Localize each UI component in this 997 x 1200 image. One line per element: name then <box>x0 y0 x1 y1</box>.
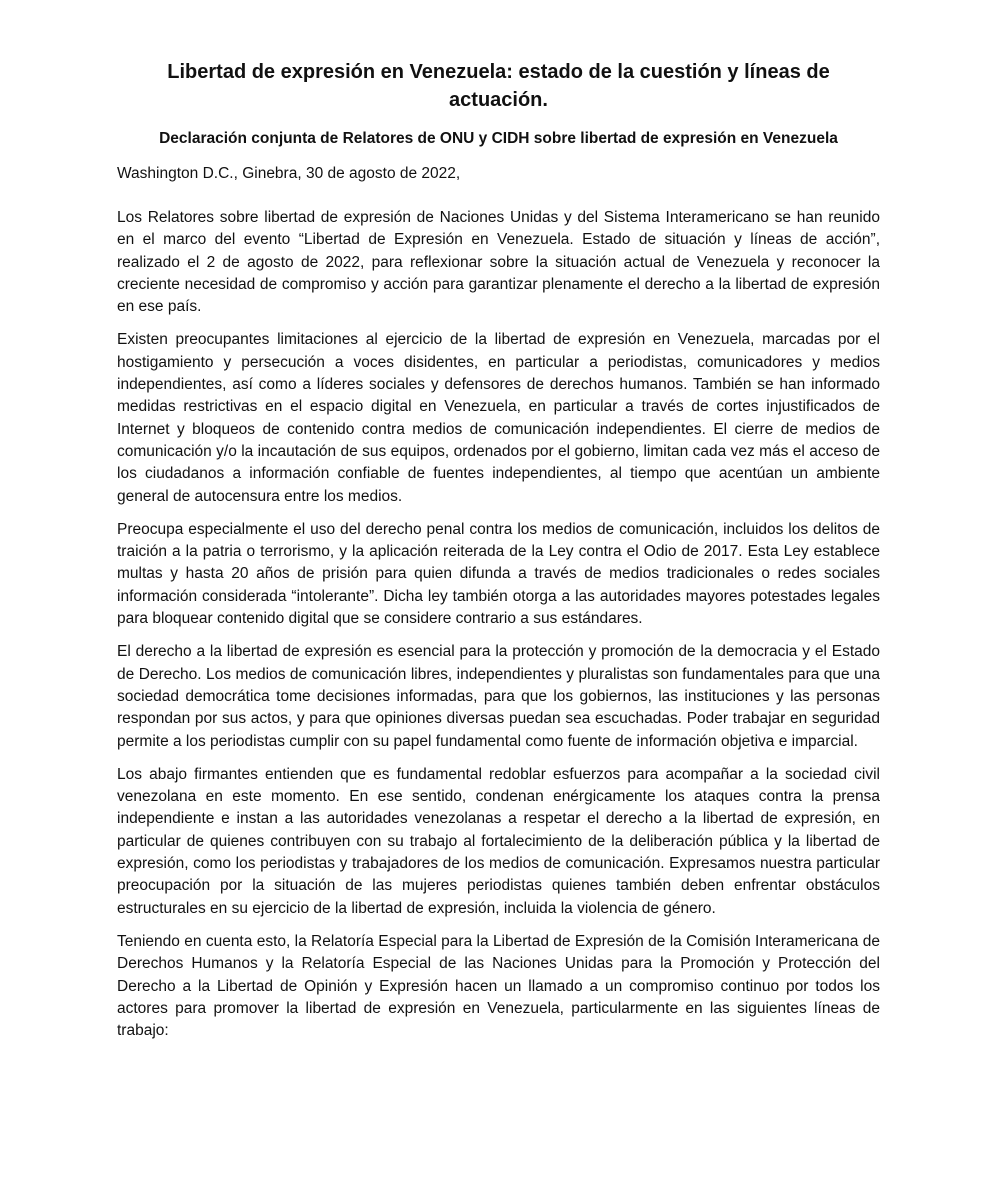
paragraph: El derecho a la libertad de expresión es esencial para la protección y promoción de la democracia y el Estado de Derecho. Los medios de comunicación libres, independientes y pluralistas son fundamentales para que una sociedad democrática tome decisiones informadas, para que los gobiernos, las instituciones y las personas respondan por sus actos, y para que opiniones diversas puedan sea escuchadas. Poder trabajar en seguridad permite a los periodistas cumplir con su papel fundamental como fuente de información objetiva e imparcial. <box>117 643 880 750</box>
paragraph: Los abajo firmantes entienden que es fundamental redoblar esfuerzos para acompañar a la sociedad civil venezolana en este momento. En ese sentido, condenan enérgicamente los ataques contra la prensa independiente e instan a las autoridades venezolanas a respetar el derecho a la libertad de expresión, en particular de quienes contribuyen con su trabajo al fortalecimiento de la deliberación pública y la libertad de expresión, como los periodistas y trabajadores de los medios de comunicación. Expresamos nuestra particular preocupación por la situación de las mujeres periodistas quienes también deben enfrentar obstáculos estructurales en su ejercicio de la libertad de expresión, incluida la violencia de género. <box>117 765 880 917</box>
paragraph: Los Relatores sobre libertad de expresión de Naciones Unidas y del Sistema Interamericano se han reunido en el marco del evento “Libertad de Expresión en Venezuela. Estado de situación y líneas de acción”, realizado el 2 de agosto de 2022, para reflexionar sobre la situación actual de Venezuela y reconocer la creciente necesidad de compromiso y acción para garantizar plenamente el derecho a la libertad de expresión en ese país. <box>117 209 880 316</box>
paragraph: Teniendo en cuenta esto, la Relatoría Especial para la Libertad de Expresión de la Comisión Interamericana de Derechos Humanos y la Relatoría Especial de las Naciones Unidas para la Promoción y Protección del Derecho a la Libertad de Opinión y Expresión hacen un llamado a un compromiso continuo por todos los actores para promover la libertad de expresión en Venezuela, particularmente en las siguientes líneas de trabajo: <box>117 932 880 1040</box>
dateline: Washington D.C., Ginebra, 30 de agosto de 2022, <box>117 165 461 182</box>
document-title: Libertad de expresión en Venezuela: estado de la cuestión y líneas de actuación. <box>167 61 830 111</box>
document-subtitle: Declaración conjunta de Relatores de ONU y CIDH sobre libertad de expresión en Venezuela <box>159 130 838 147</box>
paragraph: Existen preocupantes limitaciones al ejercicio de la libertad de expresión en Venezuela, marcadas por el hostigamiento y persecución a voces disidentes, en particular a periodistas, comunicadores y medios independientes, así como a líderes sociales y defensores de derechos humanos. También se han informado medidas restrictivas en el espacio digital en Venezuela, en particular a través de cortes injustificados de Internet y bloqueos de contenido contra medios de comunicación independientes. El cierre de medios de comunicación y/o la incautación de sus equipos, ordenados por el gobierno, limitan cada vez más el acceso de los ciudadanos a información confiable de fuentes independientes, al tiempo que acentúan un ambiente general de autocensura entre los medios. <box>117 331 880 505</box>
document-page <box>117 58 880 1053</box>
paragraph: Preocupa especialmente el uso del derecho penal contra los medios de comunicación, incluidos los delitos de traición a la patria o terrorismo, y la aplicación reiterada de la Ley contra el Odio de 2017. Esta Ley establece multas y hasta 20 años de prisión para quien difunda a través de medios tradicionales o redes sociales información considerada “intolerante”. Dicha ley también otorga a las autoridades mayores potestades legales para bloquear contenido digital que se considere contrario a sus estándares. <box>117 520 880 628</box>
